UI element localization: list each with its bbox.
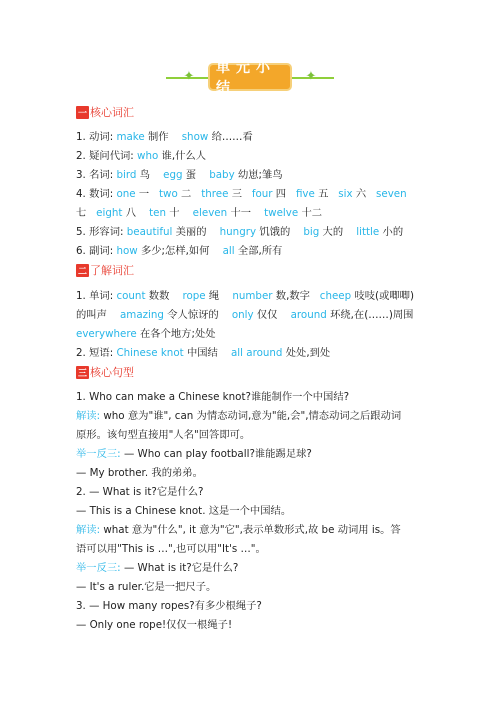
- page-title: 单元小结: [216, 60, 276, 96]
- star-icon: ✦: [305, 69, 317, 84]
- practice-tag: 举一反三:: [76, 448, 121, 460]
- practice-tag: 举一反三:: [76, 562, 121, 574]
- vocab-line: 6. 副词: how 多少;怎样,如何 all 全部,所有: [76, 245, 283, 257]
- section-header-sentences: [76, 364, 134, 380]
- sentence-line: 1. Who can make a Chinese knot?谁能制作一个中国结?: [76, 391, 350, 403]
- section-number-badge: 三: [76, 366, 89, 379]
- section-title: 核心句型: [90, 366, 134, 379]
- unit-summary-banner: [166, 61, 334, 95]
- vocab-line: 1. 动词: make 制作 show 给……看: [76, 131, 253, 143]
- sentence-line: — It's a ruler.它是一把尺子。: [76, 581, 217, 593]
- sentence-line: 举一反三: — What is it?它是什么?: [76, 562, 239, 574]
- vocab-line: 七 eight 八 ten 十 eleven 十一 twelve 十二: [76, 207, 323, 219]
- vocab-line: 5. 形容词: beautiful 美丽的 hungry 饥饿的 big 大的 little 小的: [76, 226, 404, 238]
- sentence-line: — This is a Chinese knot. 这是一个中国结。: [76, 505, 292, 517]
- vocab-line: 2. 疑问代词: who 谁,什么人: [76, 150, 207, 162]
- vocab-line: 2. 短语: Chinese knot 中国结 all around 处处,到处: [76, 347, 331, 359]
- sentence-line: 举一反三: — Who can play football?谁能踢足球?: [76, 448, 312, 460]
- section-number-badge: 二: [76, 264, 89, 277]
- sentence-line: 原形。该句型直接用"人名"回答即可。: [76, 429, 251, 441]
- vocab-line: everywhere 在各个地方;处处: [76, 328, 216, 340]
- title-box: [208, 60, 292, 96]
- explain-tag: 解读:: [76, 410, 101, 422]
- sentence-line: 语可以用"This is …",也可以用"It's …"。: [76, 543, 266, 555]
- explain-tag: 解读:: [76, 524, 101, 536]
- sentence-line: 3. — How many ropes?有多少根绳子?: [76, 600, 262, 612]
- sentence-line: 解读: who 意为"谁", can 为情态动词,意为"能,会",情态动词之后跟动词: [76, 410, 402, 422]
- section-number-badge: 一: [76, 106, 89, 119]
- sentence-line: 2. — What is it?它是什么?: [76, 486, 204, 498]
- vocab-line: 4. 数词: one 一 two 二 three 三 four 四 five 五 six 六 seven: [76, 188, 407, 200]
- vocab-line: 3. 名词: bird 鸟 egg 蛋 baby 幼崽;雏鸟: [76, 169, 283, 181]
- section-title: 了解词汇: [90, 264, 134, 277]
- sentence-line: 解读: what 意为"什么", it 意为"它",表示单数形式,故 be 动词用 is。答: [76, 524, 401, 536]
- section-title: 核心词汇: [90, 106, 134, 119]
- vocab-line: 1. 单词: count 数数 rope 绳 number 数,数字 cheep 吱吱(或唧唧): [76, 290, 414, 302]
- vocab-line: 的叫声 amazing 令人惊讶的 only 仅仅 around 环绕,在(……)周围: [76, 309, 414, 321]
- sentence-line: — Only one rope!仅仅一根绳子!: [76, 619, 233, 631]
- section-header-extra-vocab: [76, 262, 134, 278]
- star-icon: ✦: [183, 69, 195, 84]
- section-header-core-vocab: [76, 104, 134, 120]
- sentence-line: — My brother. 我的弟弟。: [76, 467, 203, 479]
